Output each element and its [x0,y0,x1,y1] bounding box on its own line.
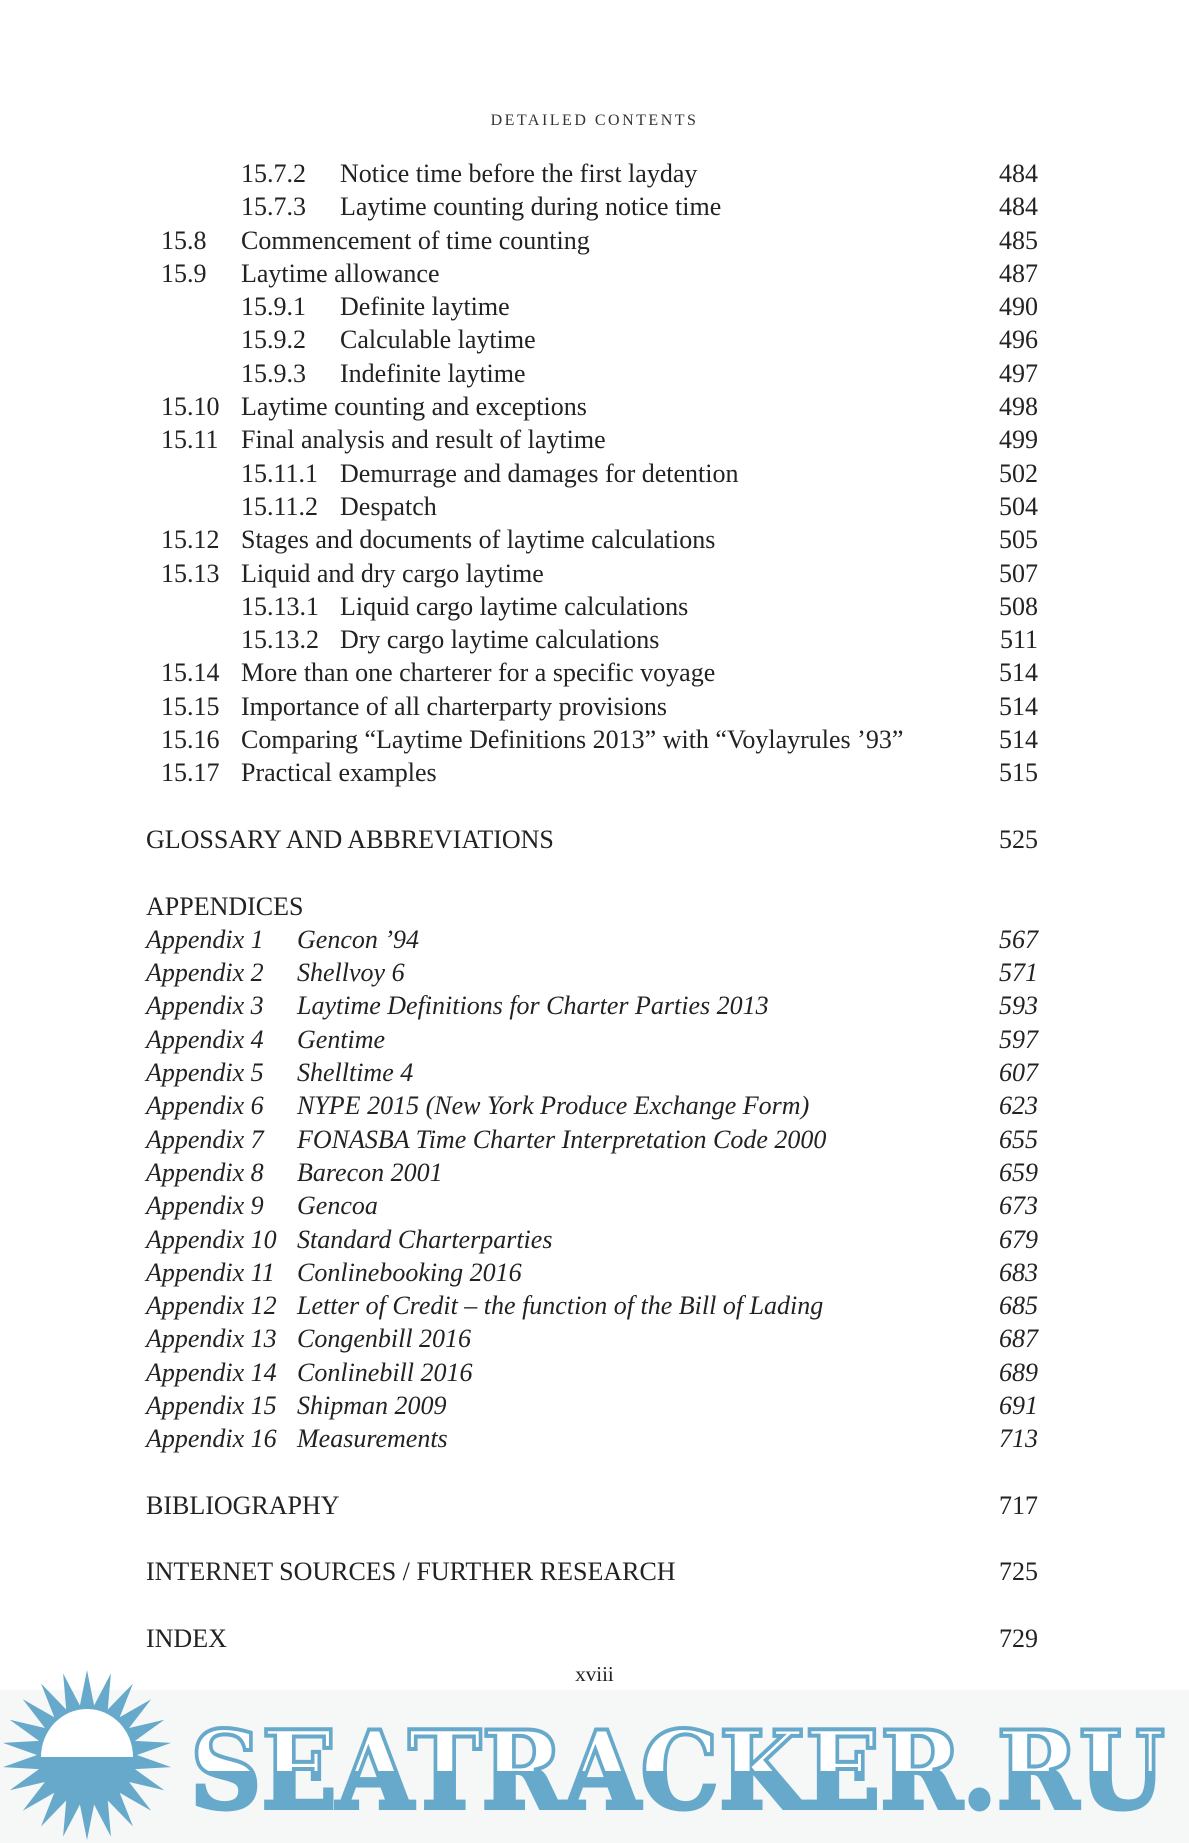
entry-title: GLOSSARY AND ABBREVIATIONS [146,824,554,854]
entry-page: 607 [999,1058,1038,1088]
entry-page: 713 [999,1424,1038,1454]
appendix-number: Appendix 2 [146,958,264,988]
entry-title: Demurrage and damages for detention [340,458,739,488]
entry-page: 685 [999,1291,1038,1321]
appendix-title: Letter of Credit – the function of the Bill of Lading [297,1291,824,1321]
toc-entry[interactable] [0,323,1189,356]
appendix-entry[interactable] [0,989,1189,1022]
appendix-title: Conlinebill 2016 [297,1357,473,1387]
entry-page: 502 [999,458,1038,488]
appendix-number: Appendix 4 [146,1024,264,1054]
toc-entry[interactable] [0,723,1189,756]
entry-title: INTERNET SOURCES / FURTHER RESEARCH [146,1557,676,1587]
appendix-entry[interactable] [0,1056,1189,1089]
entry-page: 498 [999,392,1038,422]
entry-page: 593 [999,991,1038,1021]
entry-title: Laytime counting and exceptions [241,392,587,422]
entry-number: 15.15 [161,691,220,721]
entry-number: 15.17 [161,758,220,788]
appendix-title: NYPE 2015 (New York Produce Exchange Form) [297,1091,810,1121]
toc-entry-glossary[interactable] [0,823,1189,856]
appendix-number: Appendix 12 [146,1291,277,1321]
appendix-number: Appendix 9 [146,1191,264,1221]
entry-title: Calculable laytime [340,325,536,355]
entry-number: 15.13.2 [241,625,319,655]
entry-title: Definite laytime [340,292,510,322]
entry-page: 511 [999,625,1038,655]
entry-page: 514 [999,658,1038,688]
toc-entry[interactable] [0,190,1189,223]
entry-page: 496 [999,325,1038,355]
appendix-number: Appendix 14 [146,1357,277,1387]
entry-page: 514 [999,725,1038,755]
entry-page: 683 [999,1257,1038,1287]
watermark-text: SEATRACKER.RU [190,1708,1165,1834]
entry-page: 514 [999,691,1038,721]
toc-entry[interactable] [0,590,1189,623]
entry-page: 597 [999,1024,1038,1054]
entry-number: 15.9.2 [241,325,306,355]
appendix-number: Appendix 8 [146,1157,264,1187]
toc-entry[interactable] [0,623,1189,656]
toc-entry[interactable] [0,690,1189,723]
appendix-title: Shelltime 4 [297,1058,414,1088]
toc-entry[interactable] [0,290,1189,323]
entry-page: 507 [999,558,1038,588]
appendix-title: Shipman 2009 [297,1390,447,1420]
entry-page: 504 [999,491,1038,521]
entry-page: 490 [999,292,1038,322]
appendix-entry[interactable] [0,1123,1189,1156]
toc-entry-index[interactable] [0,1622,1189,1655]
appendix-entry[interactable] [0,1189,1189,1222]
entry-page: 487 [999,258,1038,288]
entry-number: 15.11.2 [241,491,319,521]
appendix-entry[interactable] [0,1223,1189,1256]
appendix-entry[interactable] [0,1289,1189,1322]
seatracker-watermark-logo [0,1668,1189,1843]
entry-title: Notice time before the first layday [340,159,698,188]
sun-icon [3,1670,171,1840]
toc-entry[interactable] [0,457,1189,490]
running-header: DETAILED CONTENTS [490,112,699,129]
appendix-number: Appendix 10 [146,1224,277,1254]
entry-title: Practical examples [241,758,437,788]
toc-entry-bibliography[interactable] [0,1489,1189,1522]
appendix-number: Appendix 3 [146,991,264,1021]
appendix-title: Gentime [297,1024,386,1054]
entry-number: 15.7.2 [241,159,306,188]
appendix-title: Measurements [297,1424,448,1454]
table-of-contents [0,157,1189,1655]
appendix-entry[interactable] [0,1322,1189,1355]
toc-entry[interactable] [0,423,1189,456]
entry-title: Dry cargo laytime calculations [340,625,660,655]
entry-page: 673 [999,1191,1038,1221]
toc-entry[interactable] [0,490,1189,523]
appendix-entry[interactable] [0,1389,1189,1422]
appendix-entry[interactable] [0,923,1189,956]
appendix-title: Barecon 2001 [297,1157,443,1187]
entry-title: Despatch [340,491,437,521]
appendix-number: Appendix 5 [146,1058,264,1088]
entry-title: Comparing “Laytime Definitions 2013” with “Voylayrules ’93” [241,725,904,755]
entry-number: 15.13 [161,558,220,588]
appendix-entry[interactable] [0,1256,1189,1289]
appendix-entry[interactable] [0,956,1189,989]
appendix-title: Conlinebooking 2016 [297,1257,522,1287]
entry-page: 515 [999,758,1038,788]
entry-page: 717 [999,1490,1038,1520]
appendix-number: Appendix 11 [146,1257,275,1287]
entry-title: More than one charterer for a specific voyage [241,658,716,688]
entry-number: 15.9.1 [241,292,306,322]
entry-page: 497 [999,358,1038,388]
entry-title: Final analysis and result of laytime [241,425,606,455]
toc-entry[interactable] [0,157,1189,190]
entry-title: Liquid cargo laytime calculations [340,591,689,621]
appendix-entry[interactable] [0,1156,1189,1189]
toc-entry[interactable] [0,390,1189,423]
appendix-title: Gencon ’94 [297,924,420,954]
entry-page: 484 [999,192,1038,222]
entry-number: 15.11.1 [241,458,319,488]
appendix-title: Laytime Definitions for Charter Parties 2013 [297,991,769,1021]
entry-page: 571 [999,958,1038,988]
appendices-heading [0,890,1189,923]
toc-entry[interactable] [0,756,1189,789]
appendix-number: Appendix 6 [146,1091,264,1121]
entry-title: Laytime counting during notice time [340,192,722,222]
entry-title: Indefinite laytime [340,358,526,388]
entry-number: 15.11 [161,425,219,455]
appendix-entry[interactable] [0,1023,1189,1056]
entry-page: 687 [999,1324,1038,1354]
toc-entry[interactable] [0,656,1189,689]
appendix-entry[interactable] [0,1422,1189,1455]
entry-number: 15.16 [161,725,220,755]
appendix-title: FONASBA Time Charter Interpretation Code 2000 [297,1124,827,1154]
entry-page: 623 [999,1091,1038,1121]
entry-number: 15.9.3 [241,358,306,388]
entry-number: 15.13.1 [241,591,319,621]
entry-title: BIBLIOGRAPHY [146,1490,340,1520]
appendix-number: Appendix 16 [146,1424,277,1454]
entry-title: Stages and documents of laytime calculations [241,525,716,555]
appendix-title: Standard Charterparties [297,1224,553,1254]
entry-page: 525 [999,824,1038,854]
entry-number: 15.14 [161,658,220,688]
entry-page: 567 [999,924,1038,954]
entry-page: 485 [999,225,1038,255]
appendix-number: Appendix 1 [146,924,264,954]
entry-page: 691 [999,1390,1038,1420]
entry-page: 725 [999,1557,1038,1587]
entry-page: 508 [999,591,1038,621]
appendix-entry[interactable] [0,1356,1189,1389]
appendix-title: Gencoa [297,1191,378,1221]
entry-page: 505 [999,525,1038,555]
appendix-title: Shellvoy 6 [297,958,405,988]
entry-title: Importance of all charterparty provisions [241,691,667,721]
entry-page: 689 [999,1357,1038,1387]
appendix-entry[interactable] [0,1089,1189,1122]
entry-number: 15.9 [161,258,207,288]
entry-page: 679 [999,1224,1038,1254]
entry-title: Commencement of time counting [241,225,590,255]
toc-entry[interactable] [0,523,1189,556]
page-number: xviii [575,1662,614,1686]
entry-number: 15.12 [161,525,220,555]
entry-page: 655 [999,1124,1038,1154]
entry-page: 484 [999,159,1038,188]
entry-title: APPENDICES [146,891,304,921]
entry-page: 499 [999,425,1038,455]
entry-number: 15.8 [161,225,207,255]
appendix-number: Appendix 7 [146,1124,264,1154]
entry-number: 15.10 [161,392,220,422]
toc-entry[interactable] [0,357,1189,390]
toc-entry[interactable] [0,557,1189,590]
entry-title: Laytime allowance [241,258,440,288]
entry-page: 659 [999,1157,1038,1187]
appendix-title: Congenbill 2016 [297,1324,472,1354]
entry-number: 15.7.3 [241,192,306,222]
toc-entry-internet-sources[interactable] [0,1555,1189,1588]
toc-entry[interactable] [0,224,1189,257]
appendix-number: Appendix 15 [146,1390,277,1420]
entry-title: INDEX [146,1624,227,1654]
appendix-number: Appendix 13 [146,1324,277,1354]
entry-title: Liquid and dry cargo laytime [241,558,544,588]
entry-page: 729 [999,1624,1038,1654]
toc-entry[interactable] [0,257,1189,290]
